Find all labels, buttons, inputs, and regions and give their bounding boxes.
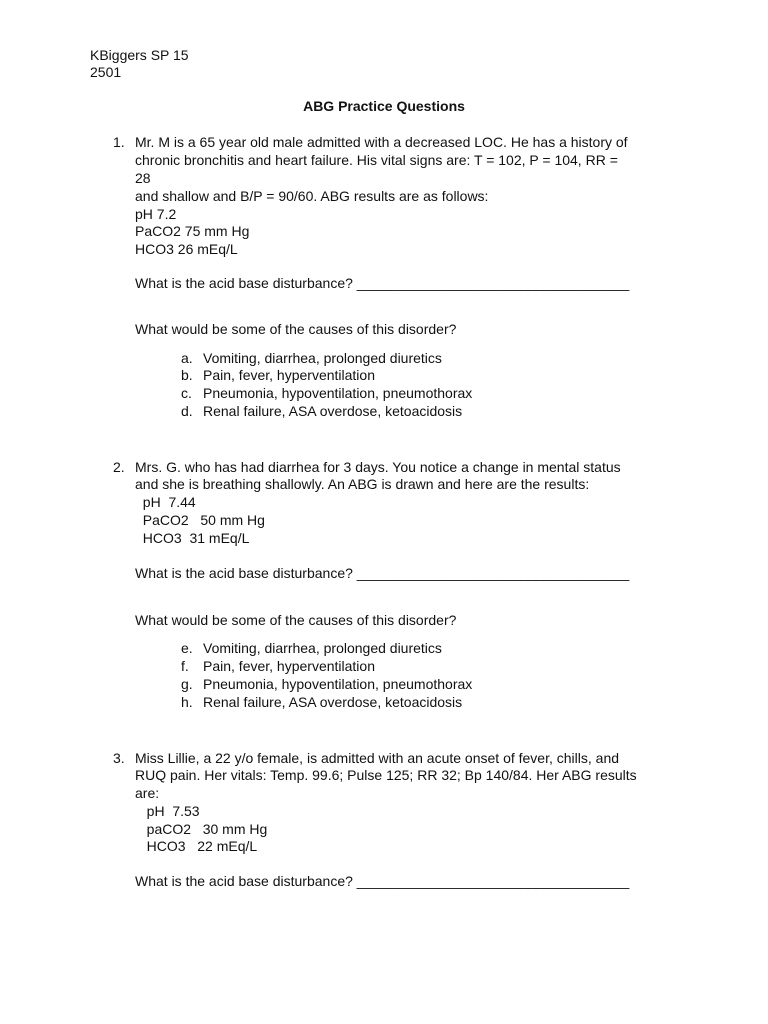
disturbance-prompt: What is the acid base disturbance? ___________________________________ (135, 565, 630, 581)
option-letter: e. (181, 640, 193, 656)
question-text-line: RUQ pain. Her vitals: Temp. 99.6; Pulse 125; RR 32; Bp 140/84. Her ABG results (135, 767, 637, 783)
option-letter: a. (181, 350, 193, 366)
option-letter: c. (181, 385, 192, 401)
page-title: ABG Practice Questions (303, 98, 465, 114)
abg-hco3: HCO3 26 mEq/L (135, 241, 238, 257)
abg-hco3: HCO3 31 mEq/L (135, 530, 250, 546)
option-text: Vomiting, diarrhea, prolonged diuretics (203, 640, 442, 656)
option-letter: b. (181, 367, 193, 383)
option-text: Renal failure, ASA overdose, ketoacidosis (203, 403, 463, 419)
option-text: Vomiting, diarrhea, prolonged diuretics (203, 350, 442, 366)
question-number: 3. (113, 750, 125, 766)
question-number: 1. (113, 134, 125, 150)
question-text-line: Mr. M is a 65 year old male admitted with a decreased LOC. He has a history of (135, 134, 628, 150)
author-line: KBiggers SP 15 (90, 47, 189, 63)
question-number: 2. (113, 459, 125, 475)
question-text-line: 28 (135, 170, 151, 186)
question-text-line: chronic bronchitis and heart failure. His vital signs are: T = 102, P = 104, RR = (135, 152, 618, 168)
option-text: Renal failure, ASA overdose, ketoacidosis (203, 694, 463, 710)
causes-prompt: What would be some of the causes of this disorder? (135, 612, 457, 628)
abg-paco2: paCO2 30 mm Hg (135, 821, 268, 837)
abg-ph: pH 7.44 (135, 494, 196, 510)
course-line: 2501 (90, 64, 122, 80)
abg-paco2: PaCO2 50 mm Hg (135, 512, 265, 528)
disturbance-prompt: What is the acid base disturbance? ___________________________________ (135, 275, 630, 291)
option-letter: g. (181, 676, 193, 692)
question-text-line: Mrs. G. who has had diarrhea for 3 days. You notice a change in mental status (135, 459, 621, 475)
abg-paco2: PaCO2 75 mm Hg (135, 223, 250, 239)
option-text: Pain, fever, hyperventilation (203, 658, 375, 674)
abg-hco3: HCO3 22 mEq/L (135, 838, 258, 854)
option-letter: f. (181, 658, 189, 674)
question-text-line: are: (135, 785, 160, 801)
option-text: Pneumonia, hypoventilation, pneumothorax (203, 385, 473, 401)
causes-prompt: What would be some of the causes of this disorder? (135, 321, 457, 337)
question-text-line: Miss Lillie, a 22 y/o female, is admitted with an acute onset of fever, chills, and (135, 750, 620, 766)
option-letter: h. (181, 694, 193, 710)
option-text: Pneumonia, hypoventilation, pneumothorax (203, 676, 473, 692)
abg-ph: pH 7.2 (135, 206, 177, 222)
question-text-line: and shallow and B/P = 90/60. ABG results are as follows: (135, 188, 489, 204)
option-text: Pain, fever, hyperventilation (203, 367, 375, 383)
abg-ph: pH 7.53 (135, 803, 200, 819)
question-text-line: and she is breathing shallowly. An ABG is drawn and here are the results: (135, 476, 590, 492)
disturbance-prompt: What is the acid base disturbance? ___________________________________ (135, 873, 630, 889)
option-letter: d. (181, 403, 193, 419)
